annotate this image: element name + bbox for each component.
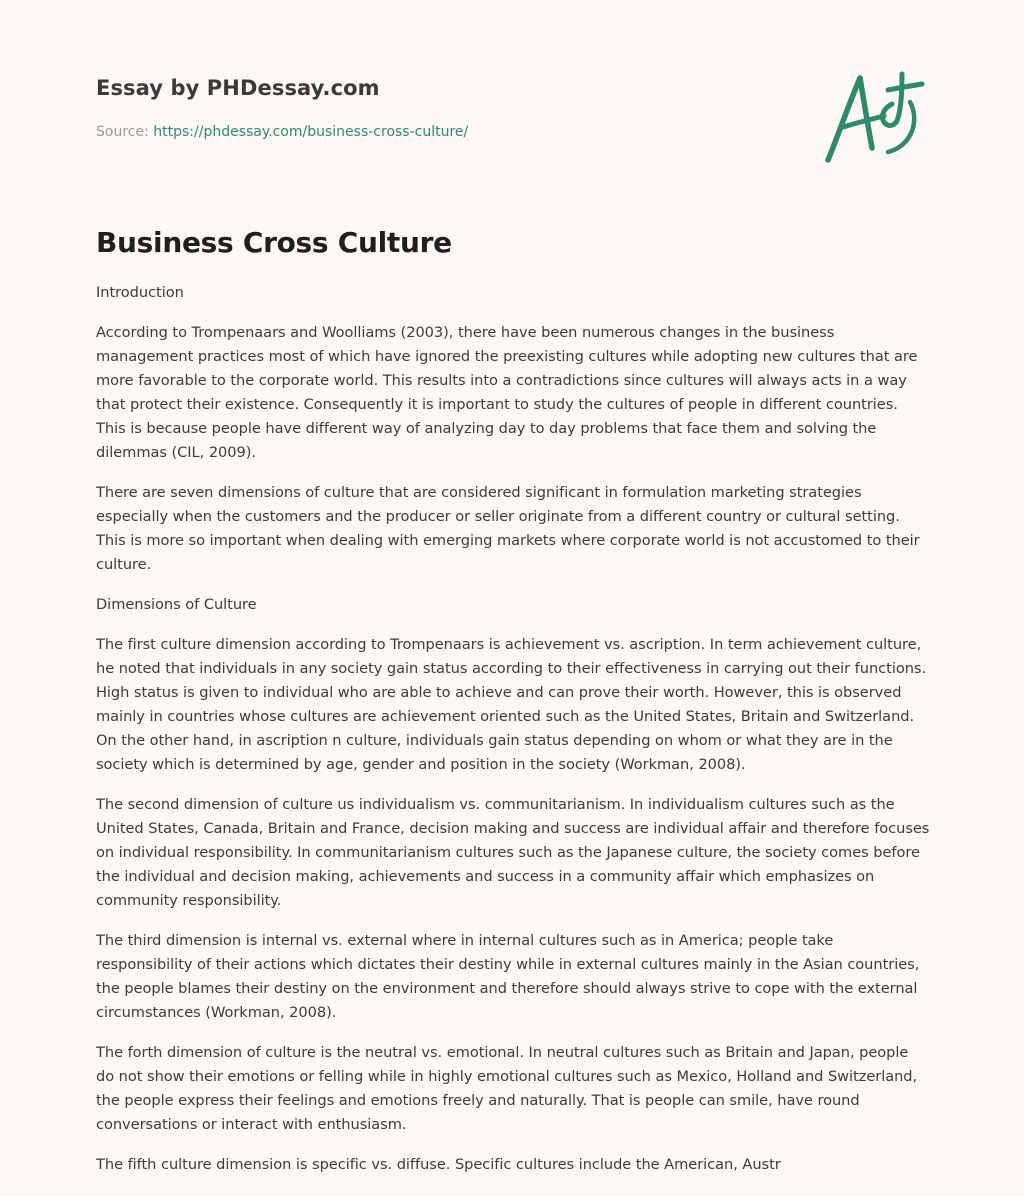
paragraph: The first culture dimension according to Trompenaars is achievement vs. ascription. In term achievement culture, he noted that individuals in any society gain status according to their effectiveness in carrying out their functions. High status is given to individual who are able to achieve and can prove their worth. However, this is observed mainly in countries whose cultures are achievement oriented such as the United States, Britain and Switzerland. On the other hand, in ascription n culture, individuals gain status depending on whom or what they are in the society which is determined by age, gender and position in the society (Workman, 2008). (96, 636, 927, 773)
paragraph-truncated: The fifth culture dimension is specific vs. diffuse. Specific cultures include the American, Austr (96, 1156, 781, 1173)
section-heading-dimensions: Dimensions of Culture (96, 596, 257, 613)
paragraph: The third dimension is internal vs. external where in internal cultures such as in America; people take responsibility of their actions which dictates their destiny while in external cultures mainly in the Asian countries, the people blames their destiny on the environment and therefore should always strive to cope with the external circumstances (Workman, 2008). (96, 932, 920, 1021)
page-header (96, 76, 816, 140)
paragraph: The second dimension of culture us individualism vs. communitarianism. In individualism cultures such as the United States, Canada, Britain and France, decision making and success are individual affair and therefore focuses on individual responsibility. In communitarianism cultures such as the Japanese culture, the society comes before the individual and decision making, achievements and success in a community affair which emphasizes on community responsibility. (96, 796, 930, 909)
source-link[interactable]: https://phdessay.com/business-cross-culture/ (153, 124, 469, 140)
paragraph: According to Trompenaars and Woolliams (2003), there have been numerous changes in the business management practices most of which have ignored the preexisting cultures while adopting new cultures that are more favorable to the corporate world. This results into a contradictions since cultures will always acts in a way that protect their existence. Consequently it is important to study the cultures of people in different countries. This is because people have different way of analyzing day to day problems that face them and solving the dilemmas (CIL, 2009). (96, 324, 918, 461)
paragraph: The forth dimension of culture is the neutral vs. emotional. In neutral cultures such as Britain and Japan, people do not show their emotions or felling while in highly emotional cultures such as Mexico, Holland and Switzerland, the people express their feelings and emotions freely and naturally. That is people can smile, have round conversations or interact with enthusiasm. (96, 1044, 918, 1133)
essay-article (96, 226, 930, 1193)
section-heading-introduction: Introduction (96, 284, 184, 301)
source-line (96, 124, 816, 140)
a-plus-logo-icon (822, 68, 926, 164)
site-title: Essay by PHDessay.com (96, 76, 380, 100)
source-label: Source: (96, 124, 154, 140)
paragraph: There are seven dimensions of culture that are considered significant in formulation marketing strategies especially when the customers and the producer or seller originate from a different country or cultural setting. This is more so important when dealing with emerging markets where corporate world is not accustomed to their culture. (96, 484, 920, 573)
article-title: Business Cross Culture (96, 226, 452, 259)
